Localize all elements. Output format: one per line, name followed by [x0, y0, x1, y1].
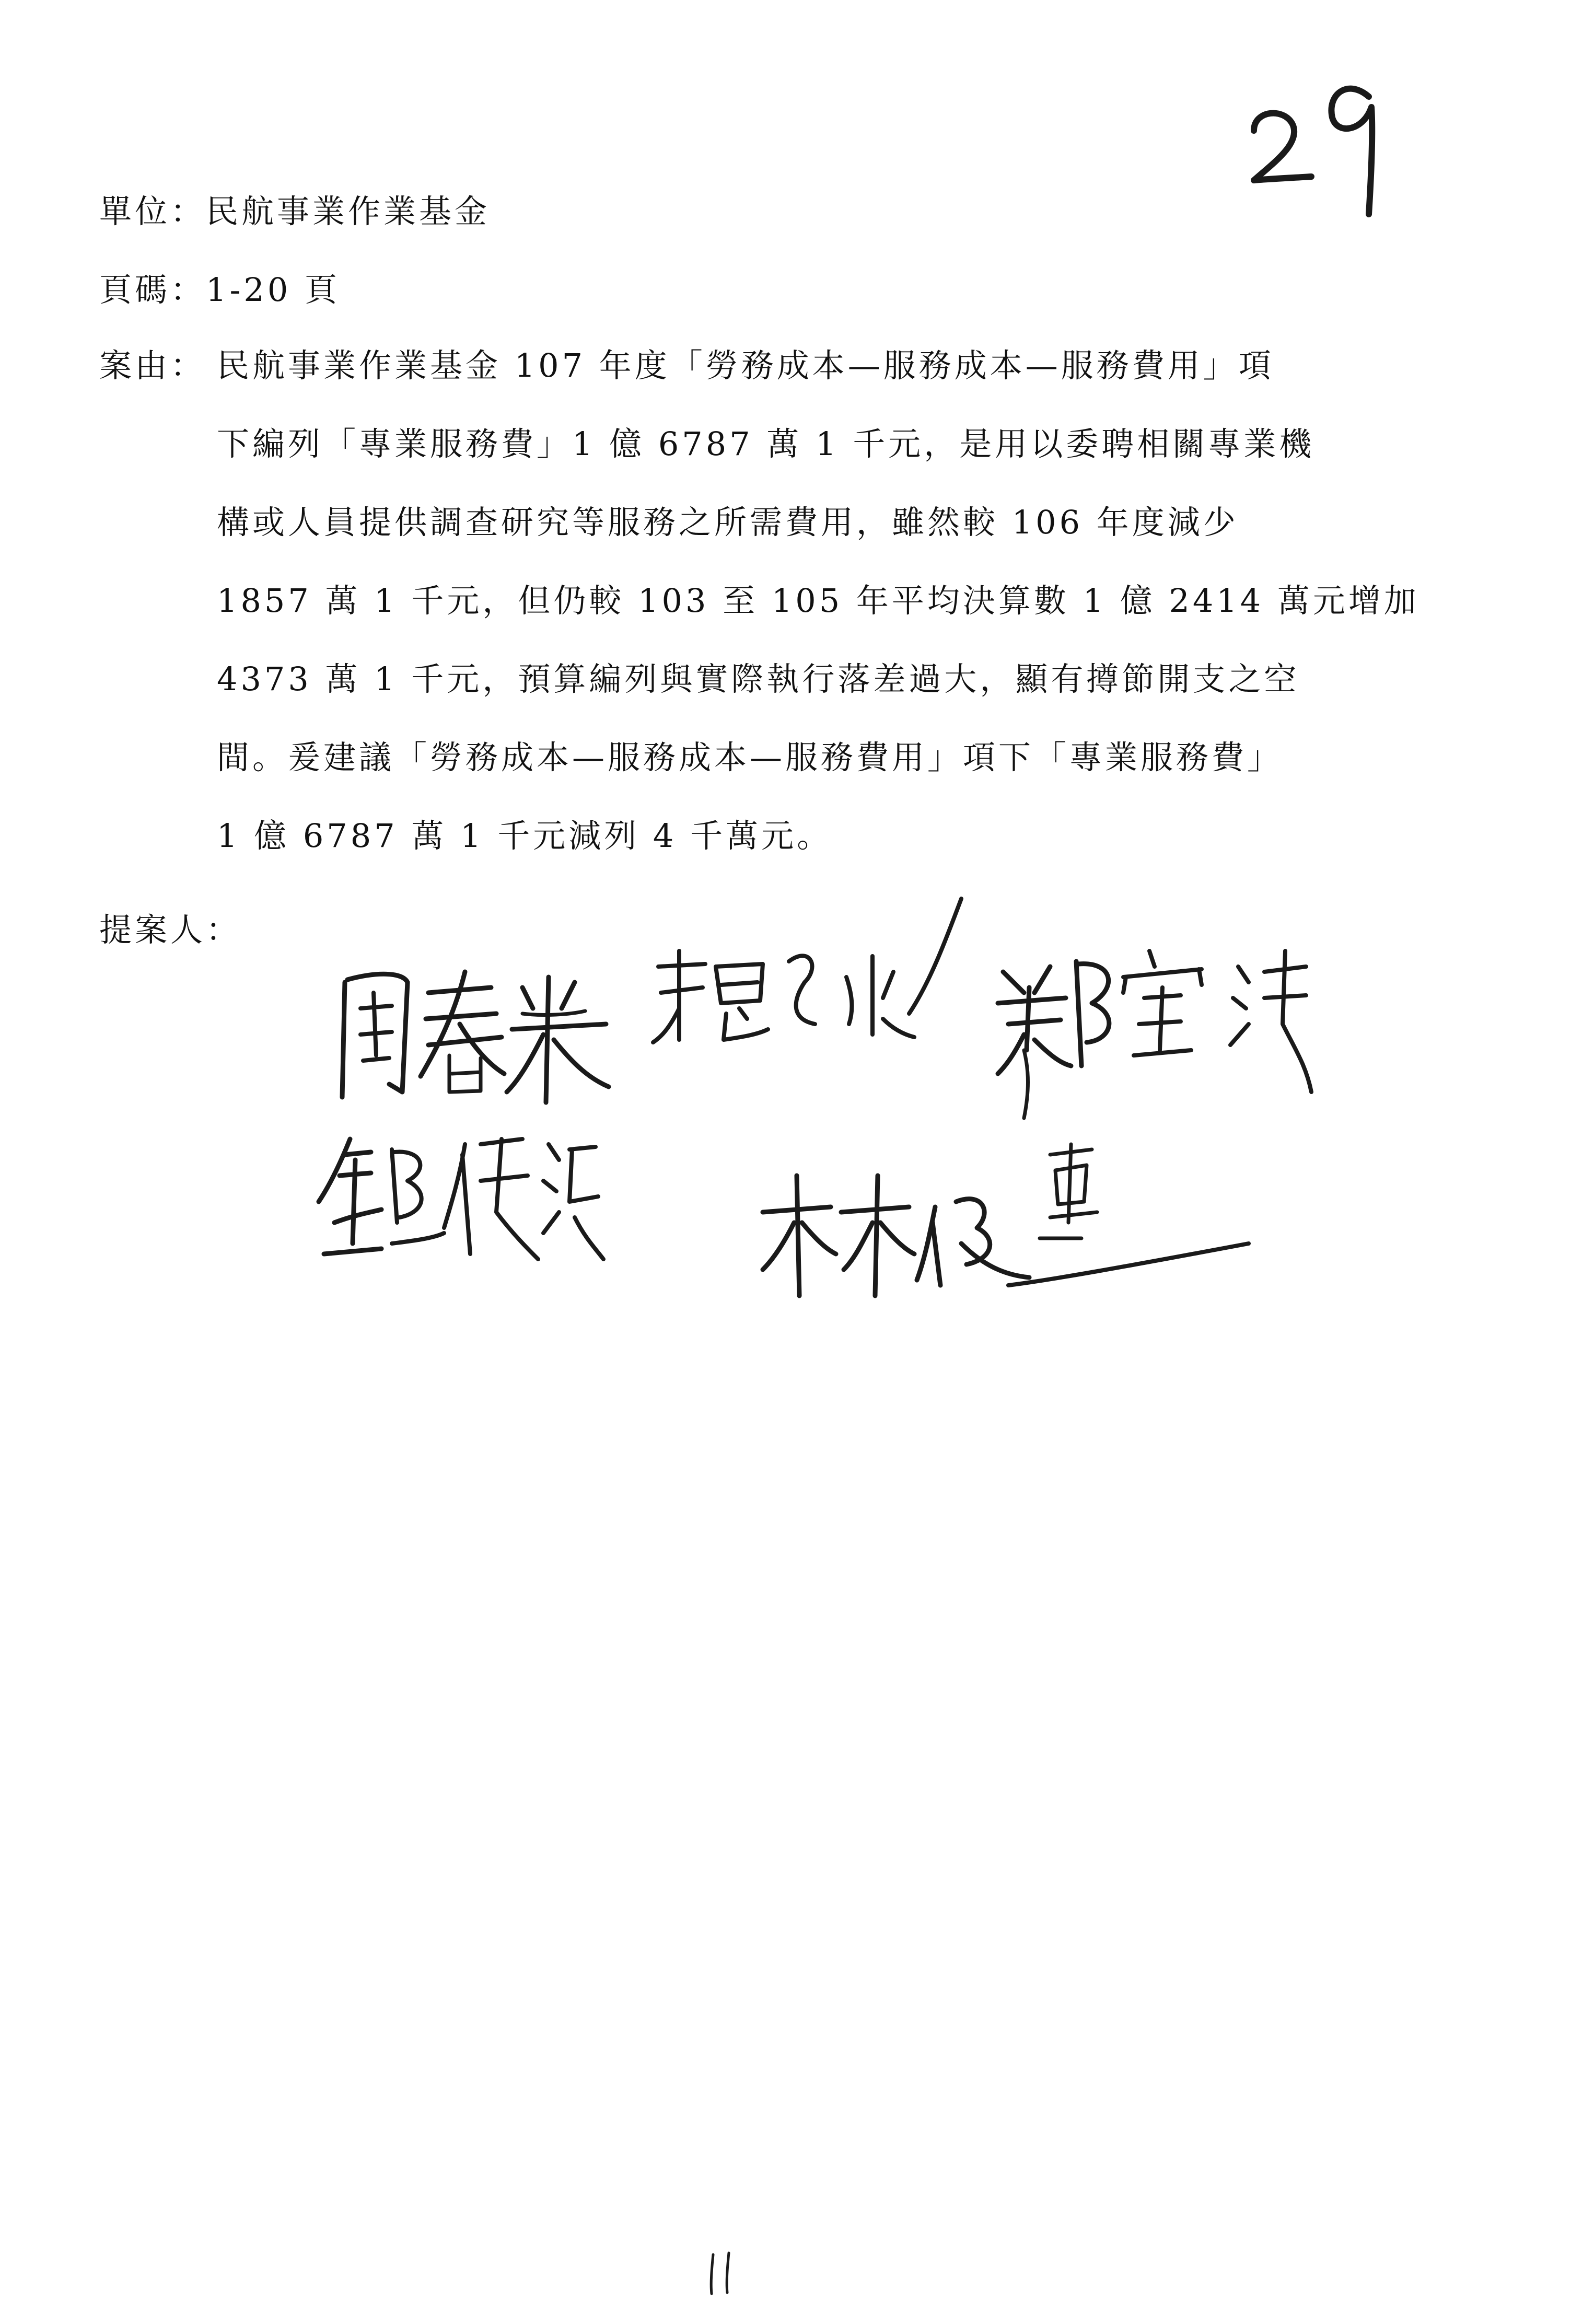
reason-line: 間。爰建議「勞務成本—服務成本—服務費用」項下「專業服務費」: [217, 738, 1283, 776]
reason-line: 1 億 6787 萬 1 千元減列 4 千萬元。: [217, 817, 833, 855]
signature-zhong-jia-bin: [313, 1118, 606, 1275]
reason-line: 1857 萬 1 千元，但仍較 103 至 105 年平均決算數 1 億 2414 萬元增加: [217, 582, 1419, 620]
unit-value: 民航事業作業基金: [206, 192, 491, 230]
signature-lin-jun-xian: [758, 1087, 1259, 1306]
reason-line: 構或人員提供調查研究等服務之所需費用，雖然較 106 年度減少: [217, 503, 1239, 541]
page-range-field: [99, 269, 340, 311]
page-range-value: 1-20 頁: [206, 271, 341, 309]
unit-label: 單位：: [99, 192, 206, 230]
signature-zhou-chun-mi: [324, 951, 616, 1108]
reason-line: 民航事業作業基金 107 年度「勞務成本—服務成本—服務費用」項: [217, 346, 1274, 385]
signature-li-kun-ze: [648, 888, 972, 1055]
handwritten-page-number: [1243, 57, 1390, 225]
reason-line: 4373 萬 1 千元，預算編列與實際執行落差過大，顯有撙節開支之空: [217, 660, 1300, 698]
page-range-label: 頁碼：: [99, 271, 206, 309]
footer-page-number: [700, 2247, 742, 2299]
reason-label: 案由：: [99, 346, 206, 385]
proposer-label: 提案人：: [99, 911, 242, 949]
reason-line: 下編列「專業服務費」1 億 6787 萬 1 千元，是用以委聘相關專業機: [217, 425, 1315, 463]
unit-field: [99, 191, 490, 233]
